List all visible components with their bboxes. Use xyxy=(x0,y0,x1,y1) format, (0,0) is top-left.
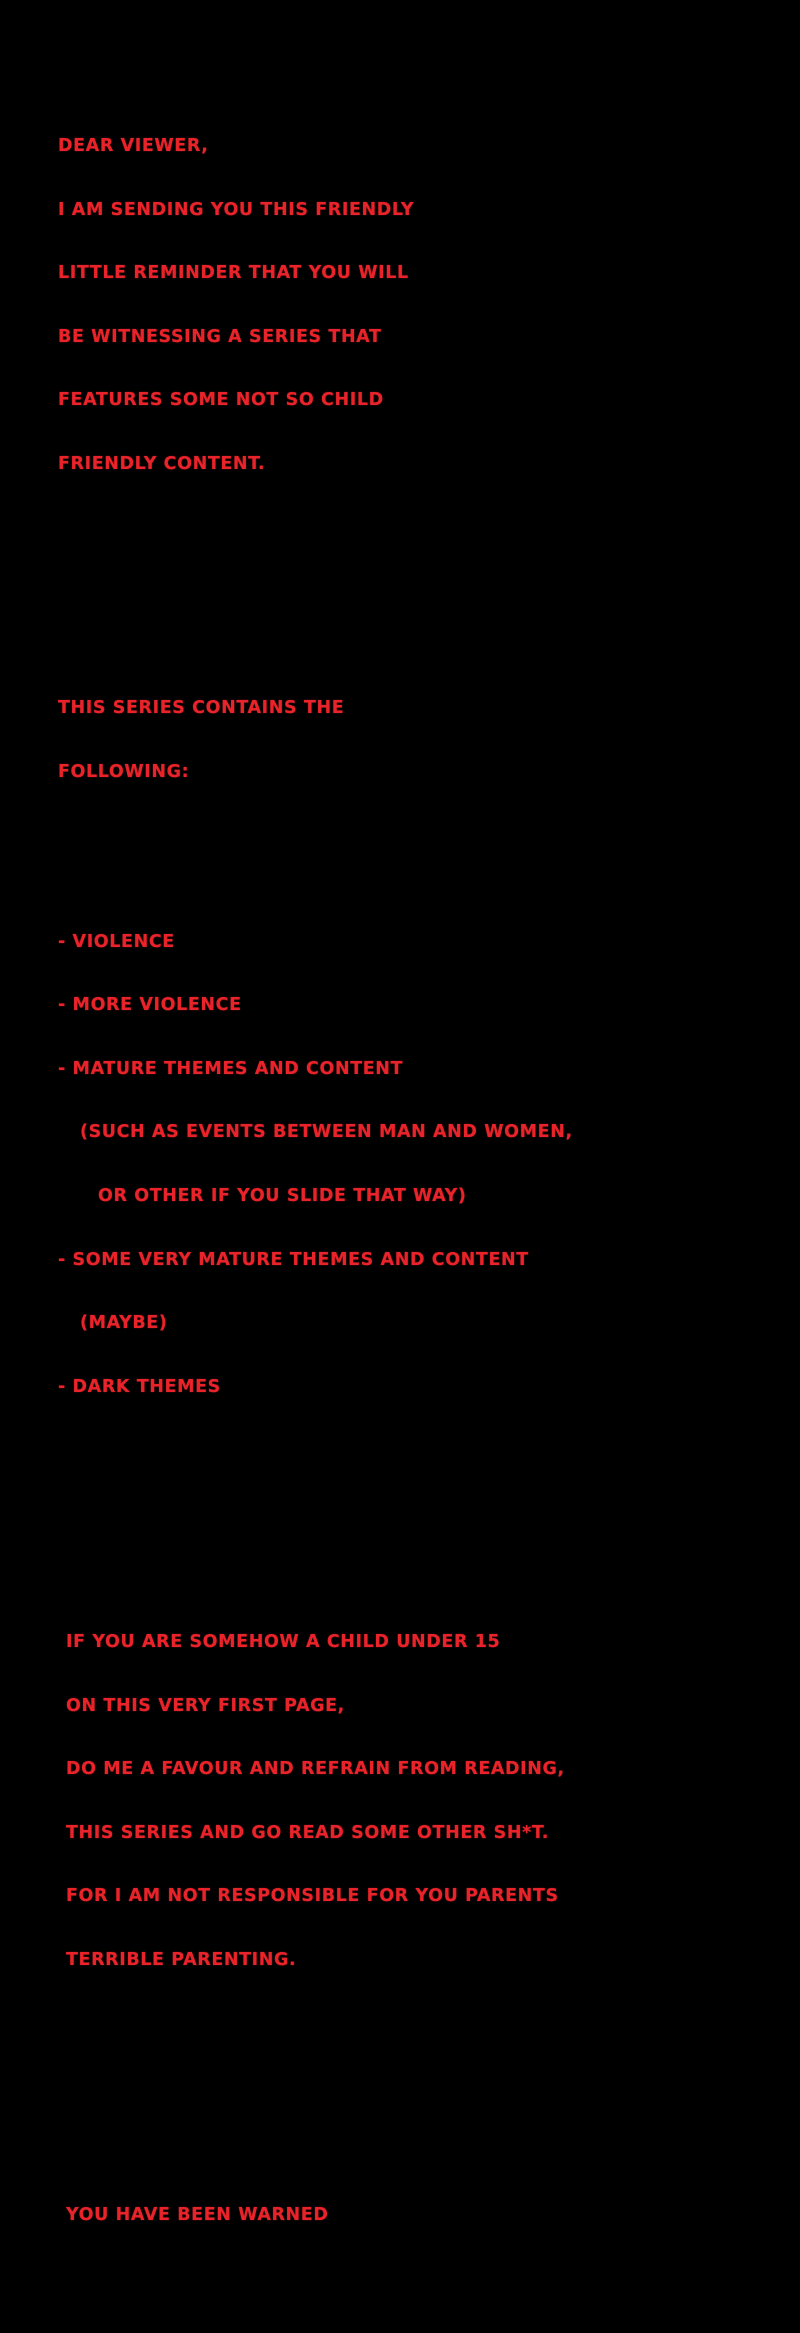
intro-line-2: I AM SENDING YOU THIS FRIENDLY xyxy=(58,199,415,220)
contains-heading-line-1: THIS SERIES CONTAINS THE xyxy=(58,698,345,719)
list-item-mature-themes: - MATURE THEMES AND CONTENT xyxy=(58,1058,404,1079)
age-notice-line-3: DO ME A FAVOUR AND REFRAIN FROM READING, xyxy=(66,1759,565,1780)
contains-heading xyxy=(58,656,758,826)
spacer-after-notice xyxy=(58,2077,758,2099)
closing-line: YOU HAVE BEEN WARNED xyxy=(66,2205,329,2226)
list-item-violence: - VIOLENCE xyxy=(58,931,175,952)
intro-line-3: LITTLE REMINDER THAT YOU WILL xyxy=(58,263,409,284)
spacer-after-list xyxy=(58,1504,758,1526)
intro-line-4: BE WITNESSING A SERIES THAT xyxy=(58,326,382,347)
intro-paragraph xyxy=(58,94,758,518)
intro-line-6: FRIENDLY CONTENT. xyxy=(58,454,266,475)
age-notice-line-6: TERRIBLE PARENTING. xyxy=(66,1950,297,1971)
age-notice-line-4: THIS SERIES AND GO READ SOME OTHER SH*T. xyxy=(66,1822,549,1843)
age-notice-paragraph xyxy=(58,1590,758,2014)
list-item-very-mature-themes-note: (MAYBE) xyxy=(80,1313,168,1334)
list-item-very-mature-themes: - SOME VERY MATURE THEMES AND CONTENT xyxy=(58,1249,529,1270)
age-notice-line-2: ON THIS VERY FIRST PAGE, xyxy=(66,1695,345,1716)
list-item-more-violence: - MORE VIOLENCE xyxy=(58,995,242,1016)
list-item-dark-themes: - DARK THEMES xyxy=(58,1376,221,1397)
intro-line-5: FEATURES SOME NOT SO CHILD xyxy=(58,390,384,411)
content-warning-block xyxy=(58,30,758,2333)
contains-heading-line-2: FOLLOWING: xyxy=(58,761,190,782)
closing-statement xyxy=(58,2163,758,2269)
spacer-after-intro xyxy=(58,581,758,592)
list-item-mature-themes-note-2: OR OTHER IF YOU SLIDE THAT WAY) xyxy=(98,1185,467,1206)
age-notice-line-5: FOR I AM NOT RESPONSIBLE FOR YOU PARENTS xyxy=(66,1886,559,1907)
warning-list xyxy=(58,889,758,1440)
intro-line-1: DEAR VIEWER, xyxy=(58,136,209,157)
age-notice-line-1: IF YOU ARE SOMEHOW A CHILD UNDER 15 xyxy=(66,1632,501,1653)
list-item-mature-themes-note-1: (SUCH AS EVENTS BETWEEN MAN AND WOMEN, xyxy=(80,1122,573,1143)
